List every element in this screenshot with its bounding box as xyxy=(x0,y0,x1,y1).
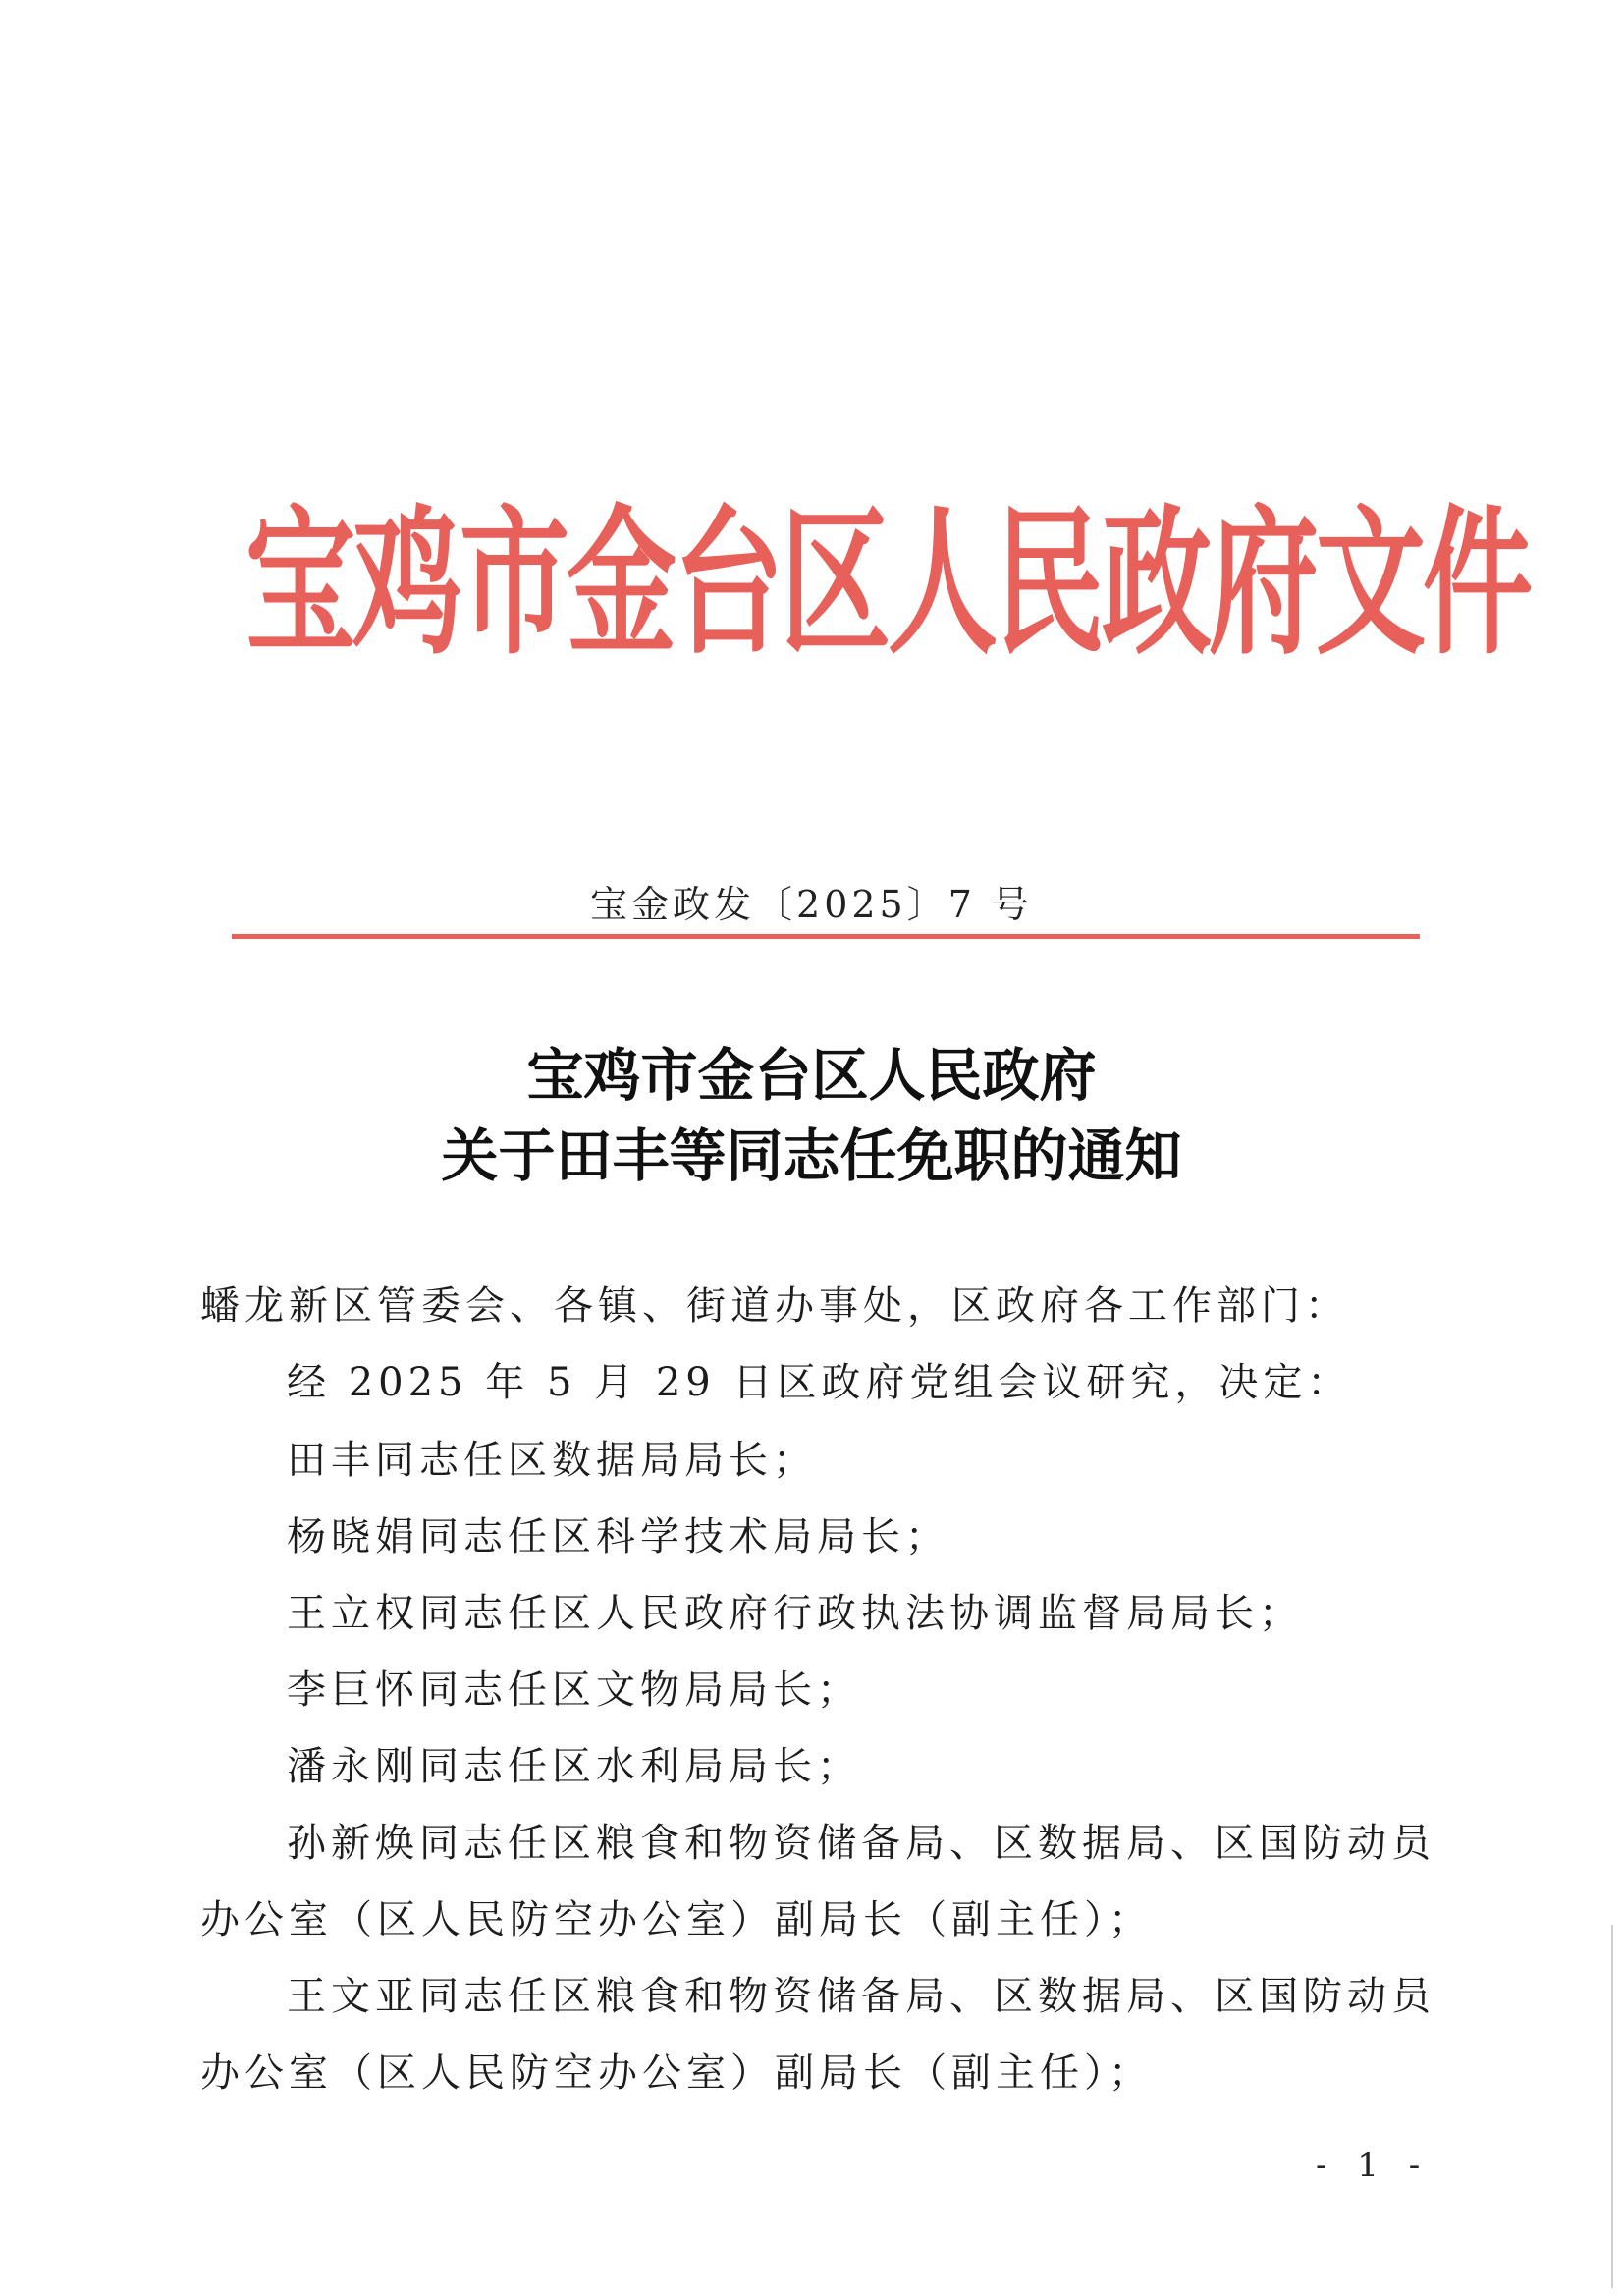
notice-title-line-2: 关于田丰等同志任免职的通知 xyxy=(441,1122,1182,1189)
document-number: 宝金政发〔2025〕7 号 xyxy=(590,883,1033,926)
appointment-item: 李巨怀同志任区文物局局长； xyxy=(287,1667,861,1713)
scan-edge-line xyxy=(1611,1925,1613,2288)
notice-title-line-1: 宝鸡市金台区人民政府 xyxy=(526,1042,1097,1109)
masthead-title: 宝鸡市金台区人民政府文件 xyxy=(245,491,1530,678)
addressee-line: 蟠龙新区管委会、各镇、街道办事处，区政府各工作部门： xyxy=(200,1284,1349,1329)
appointment-item-6-line-2: 办公室（区人民防空办公室）副局长（副主任）； xyxy=(200,1897,1153,1942)
appointment-item-6-line-1: 孙新焕同志任区粮食和物资储备局、区数据局、区国防动员 xyxy=(287,1821,1435,1866)
appointment-item: 杨晓娟同志任区科学技术局局长； xyxy=(287,1514,949,1559)
page-number: - 1 - xyxy=(1316,2146,1431,2185)
decision-intro: 经 2025 年 5 月 29 日区政府党组会议研究，决定： xyxy=(287,1360,1352,1405)
appointment-item: 田丰同志任区数据局局长； xyxy=(287,1438,817,1483)
appointment-item: 潘永刚同志任区水利局局长； xyxy=(287,1744,861,1789)
appointment-item-7-line-2: 办公室（区人民防空办公室）副局长（副主任）； xyxy=(200,2050,1153,2096)
appointment-item: 王立权同志任区人民政府行政执法协调监督局局长； xyxy=(287,1591,1303,1636)
red-separator-line xyxy=(232,934,1420,939)
appointment-item-7-line-1: 王文亚同志任区粮食和物资储备局、区数据局、区国防动员 xyxy=(287,1974,1435,2019)
